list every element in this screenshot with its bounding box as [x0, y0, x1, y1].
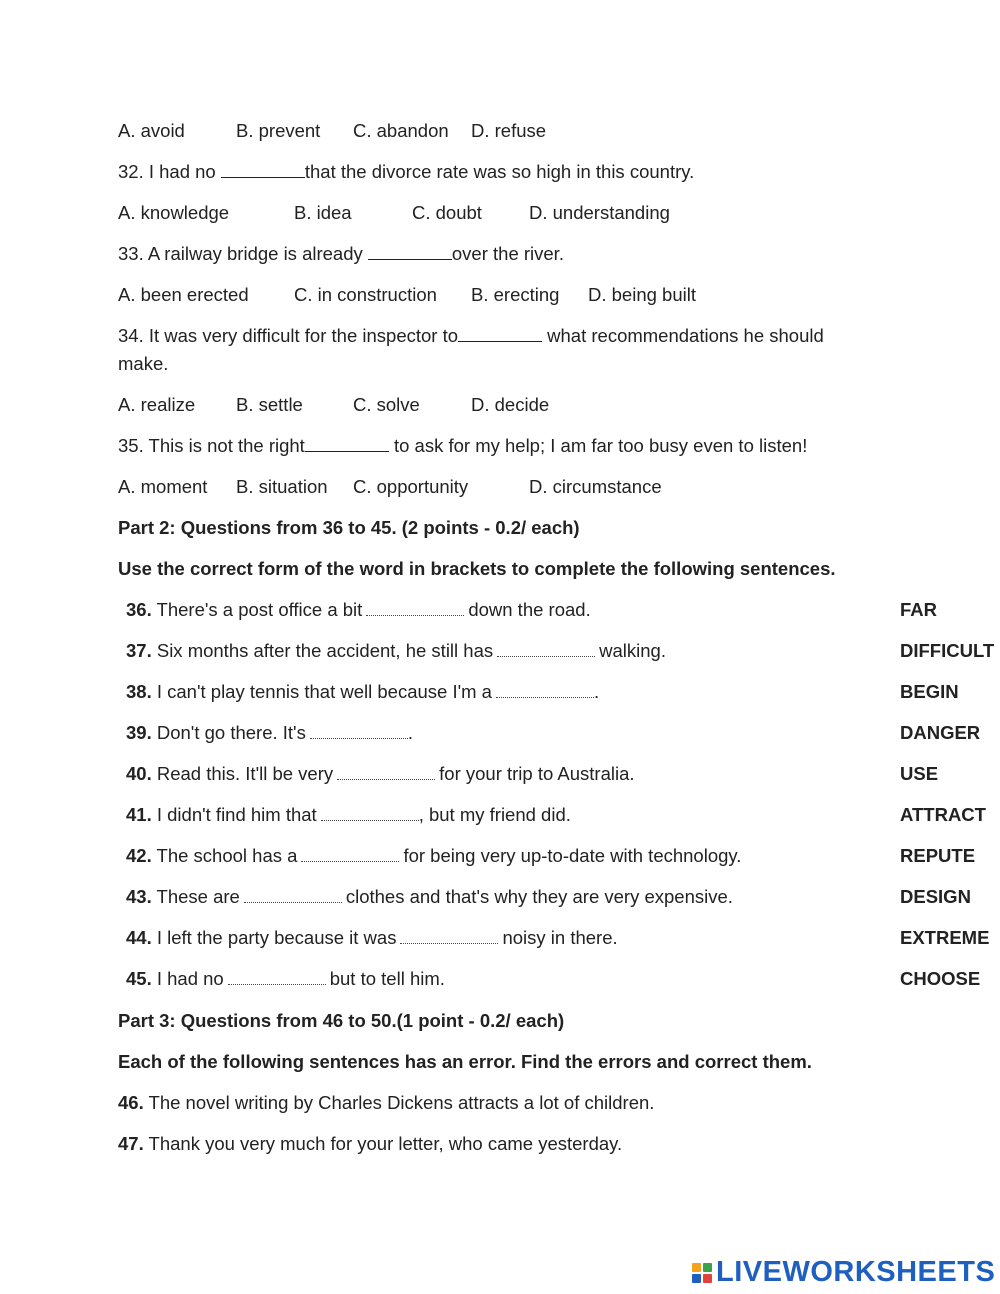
q45-row — [126, 967, 445, 991]
q37-answer-field[interactable] — [497, 646, 595, 657]
q43-row — [126, 885, 733, 909]
q32-option-a: A. knowledge — [118, 202, 230, 223]
q43-answer-field[interactable] — [244, 892, 342, 903]
q44-keyword: EXTREME — [900, 927, 990, 948]
q46-number: 46. — [118, 1092, 144, 1113]
q41-answer-field[interactable] — [321, 810, 419, 821]
part3-instruction: Each of the following sentences has an error. Find the errors and correct them. — [118, 1051, 812, 1072]
q42-keyword: REPUTE — [900, 845, 976, 866]
q34-option-b: B. settle — [236, 394, 303, 415]
q31-option-b: B. prevent — [236, 120, 321, 141]
q33-text-after: over the river. — [451, 243, 564, 264]
q33-option-a: A. been erected — [118, 284, 249, 305]
q43-text-before: These are — [156, 886, 240, 907]
q37-row — [126, 639, 666, 663]
q37-text-after: walking. — [599, 640, 666, 661]
q45-keyword: CHOOSE — [900, 968, 981, 989]
q37-text-before: Six months after the accident, he still has — [156, 640, 494, 661]
q40-number: 40. — [126, 763, 152, 784]
q42-text-before: The school has a — [156, 845, 298, 866]
q41-keyword: ATTRACT — [900, 804, 986, 825]
q44-row — [126, 926, 618, 950]
q45-number: 45. — [126, 968, 152, 989]
q39-answer-field[interactable] — [310, 728, 408, 739]
q32-option-b: B. idea — [294, 202, 352, 223]
q40-keyword: USE — [900, 763, 939, 784]
q44-answer-field[interactable] — [400, 933, 498, 944]
q37-number: 37. — [126, 640, 152, 661]
q35-stem — [118, 434, 807, 458]
q42-number: 42. — [126, 845, 152, 866]
q39-text-before: Don't go there. It's — [156, 722, 306, 743]
q33-stem — [118, 242, 564, 266]
q34-option-a: A. realize — [118, 394, 196, 415]
q34-text-before: 34. It was very difficult for the inspector to — [118, 325, 459, 346]
q40-answer-field[interactable] — [337, 769, 435, 780]
q42-row — [126, 844, 741, 868]
q35-option-b: B. situation — [236, 476, 328, 497]
part2-instruction: Use the correct form of the word in brackets to complete the following sentences. — [118, 558, 836, 579]
q46-row — [118, 1091, 654, 1115]
logo-mark-icon — [692, 1263, 712, 1283]
q44-text-after: noisy in there. — [502, 927, 618, 948]
q35-text-after: to ask for my help; I am far too busy even to listen! — [388, 435, 808, 456]
q32-blank[interactable] — [221, 163, 305, 178]
q43-text-after: clothes and that's why they are very expensive. — [345, 886, 733, 907]
q39-row — [126, 721, 413, 745]
q38-text-before: I can't play tennis that well because I'm a — [156, 681, 492, 702]
q34-stem — [118, 324, 824, 348]
q32-option-d: D. understanding — [529, 202, 670, 223]
q38-text-after: . — [593, 681, 600, 702]
q37-keyword: DIFFICULT — [900, 640, 995, 661]
q44-text-before: I left the party because it was — [156, 927, 397, 948]
q32-text-before: 32. I had no — [118, 161, 221, 182]
q34-option-d: D. decide — [471, 394, 550, 415]
q33-option-d: D. being built — [588, 284, 696, 305]
q45-answer-field[interactable] — [228, 974, 326, 985]
q34-option-c: C. solve — [353, 394, 420, 415]
q36-answer-field[interactable] — [366, 605, 464, 616]
q43-number: 43. — [126, 886, 152, 907]
q47-row — [118, 1132, 622, 1156]
q34-blank[interactable] — [458, 327, 542, 342]
q42-answer-field[interactable] — [301, 851, 399, 862]
part3-heading: Part 3: Questions from 46 to 50.(1 point - 0.2/ each) — [118, 1010, 565, 1031]
q41-text-after: , but my friend did. — [418, 804, 571, 825]
q43-keyword: DESIGN — [900, 886, 971, 907]
q33-option-b: B. erecting — [471, 284, 560, 305]
q36-number: 36. — [126, 599, 152, 620]
q32-stem — [118, 160, 694, 184]
q39-keyword: DANGER — [900, 722, 981, 743]
q31-option-c: C. abandon — [353, 120, 449, 141]
q32-text-after: that the divorce rate was so high in this country. — [304, 161, 695, 182]
q35-option-a: A. moment — [118, 476, 208, 497]
q38-keyword: BEGIN — [900, 681, 959, 702]
q34-text-after: what recommendations he should — [542, 325, 824, 346]
q38-answer-field[interactable] — [496, 687, 594, 698]
q47-number: 47. — [118, 1133, 144, 1154]
q41-row — [126, 803, 571, 827]
q35-option-c: C. opportunity — [353, 476, 469, 497]
q44-number: 44. — [126, 927, 152, 948]
q35-text-before: 35. This is not the right — [118, 435, 305, 456]
q36-keyword: FAR — [900, 599, 937, 620]
q36-text-after: down the road. — [468, 599, 591, 620]
q40-row — [126, 762, 635, 786]
q46-text: The novel writing by Charles Dickens attracts a lot of children. — [143, 1092, 655, 1113]
q36-text-before: There's a post office a bit — [156, 599, 363, 620]
q35-blank[interactable] — [305, 437, 389, 452]
q31-option-d: D. refuse — [471, 120, 547, 141]
q36-row — [126, 598, 591, 622]
q42-text-after: for being very up-to-date with technology. — [403, 845, 742, 866]
q35-option-d: D. circumstance — [529, 476, 662, 497]
q41-number: 41. — [126, 804, 152, 825]
q33-blank[interactable] — [368, 245, 452, 260]
q40-text-after: for your trip to Australia. — [439, 763, 635, 784]
q40-text-before: Read this. It'll be very — [156, 763, 334, 784]
q39-text-after: . — [407, 722, 413, 743]
logo-text: LIVEWORKSHEETS — [716, 1256, 996, 1288]
liveworksheets-logo — [692, 1256, 995, 1289]
part2-heading: Part 2: Questions from 36 to 45. (2 points - 0.2/ each) — [118, 517, 580, 538]
q45-text-before: I had no — [156, 968, 224, 989]
q39-number: 39. — [126, 722, 152, 743]
q45-text-after: but to tell him. — [329, 968, 445, 989]
q41-text-before: I didn't find him that — [156, 804, 317, 825]
q32-option-c: C. doubt — [412, 202, 482, 223]
q33-text-before: 33. A railway bridge is already — [118, 243, 368, 264]
q31-option-a: A. avoid — [118, 120, 185, 141]
q34-stem-line2: make. — [118, 353, 169, 374]
q38-number: 38. — [126, 681, 152, 702]
q33-option-c: C. in construction — [294, 284, 437, 305]
q47-text: Thank you very much for your letter, who came yesterday. — [143, 1133, 623, 1154]
q38-row — [126, 680, 599, 704]
